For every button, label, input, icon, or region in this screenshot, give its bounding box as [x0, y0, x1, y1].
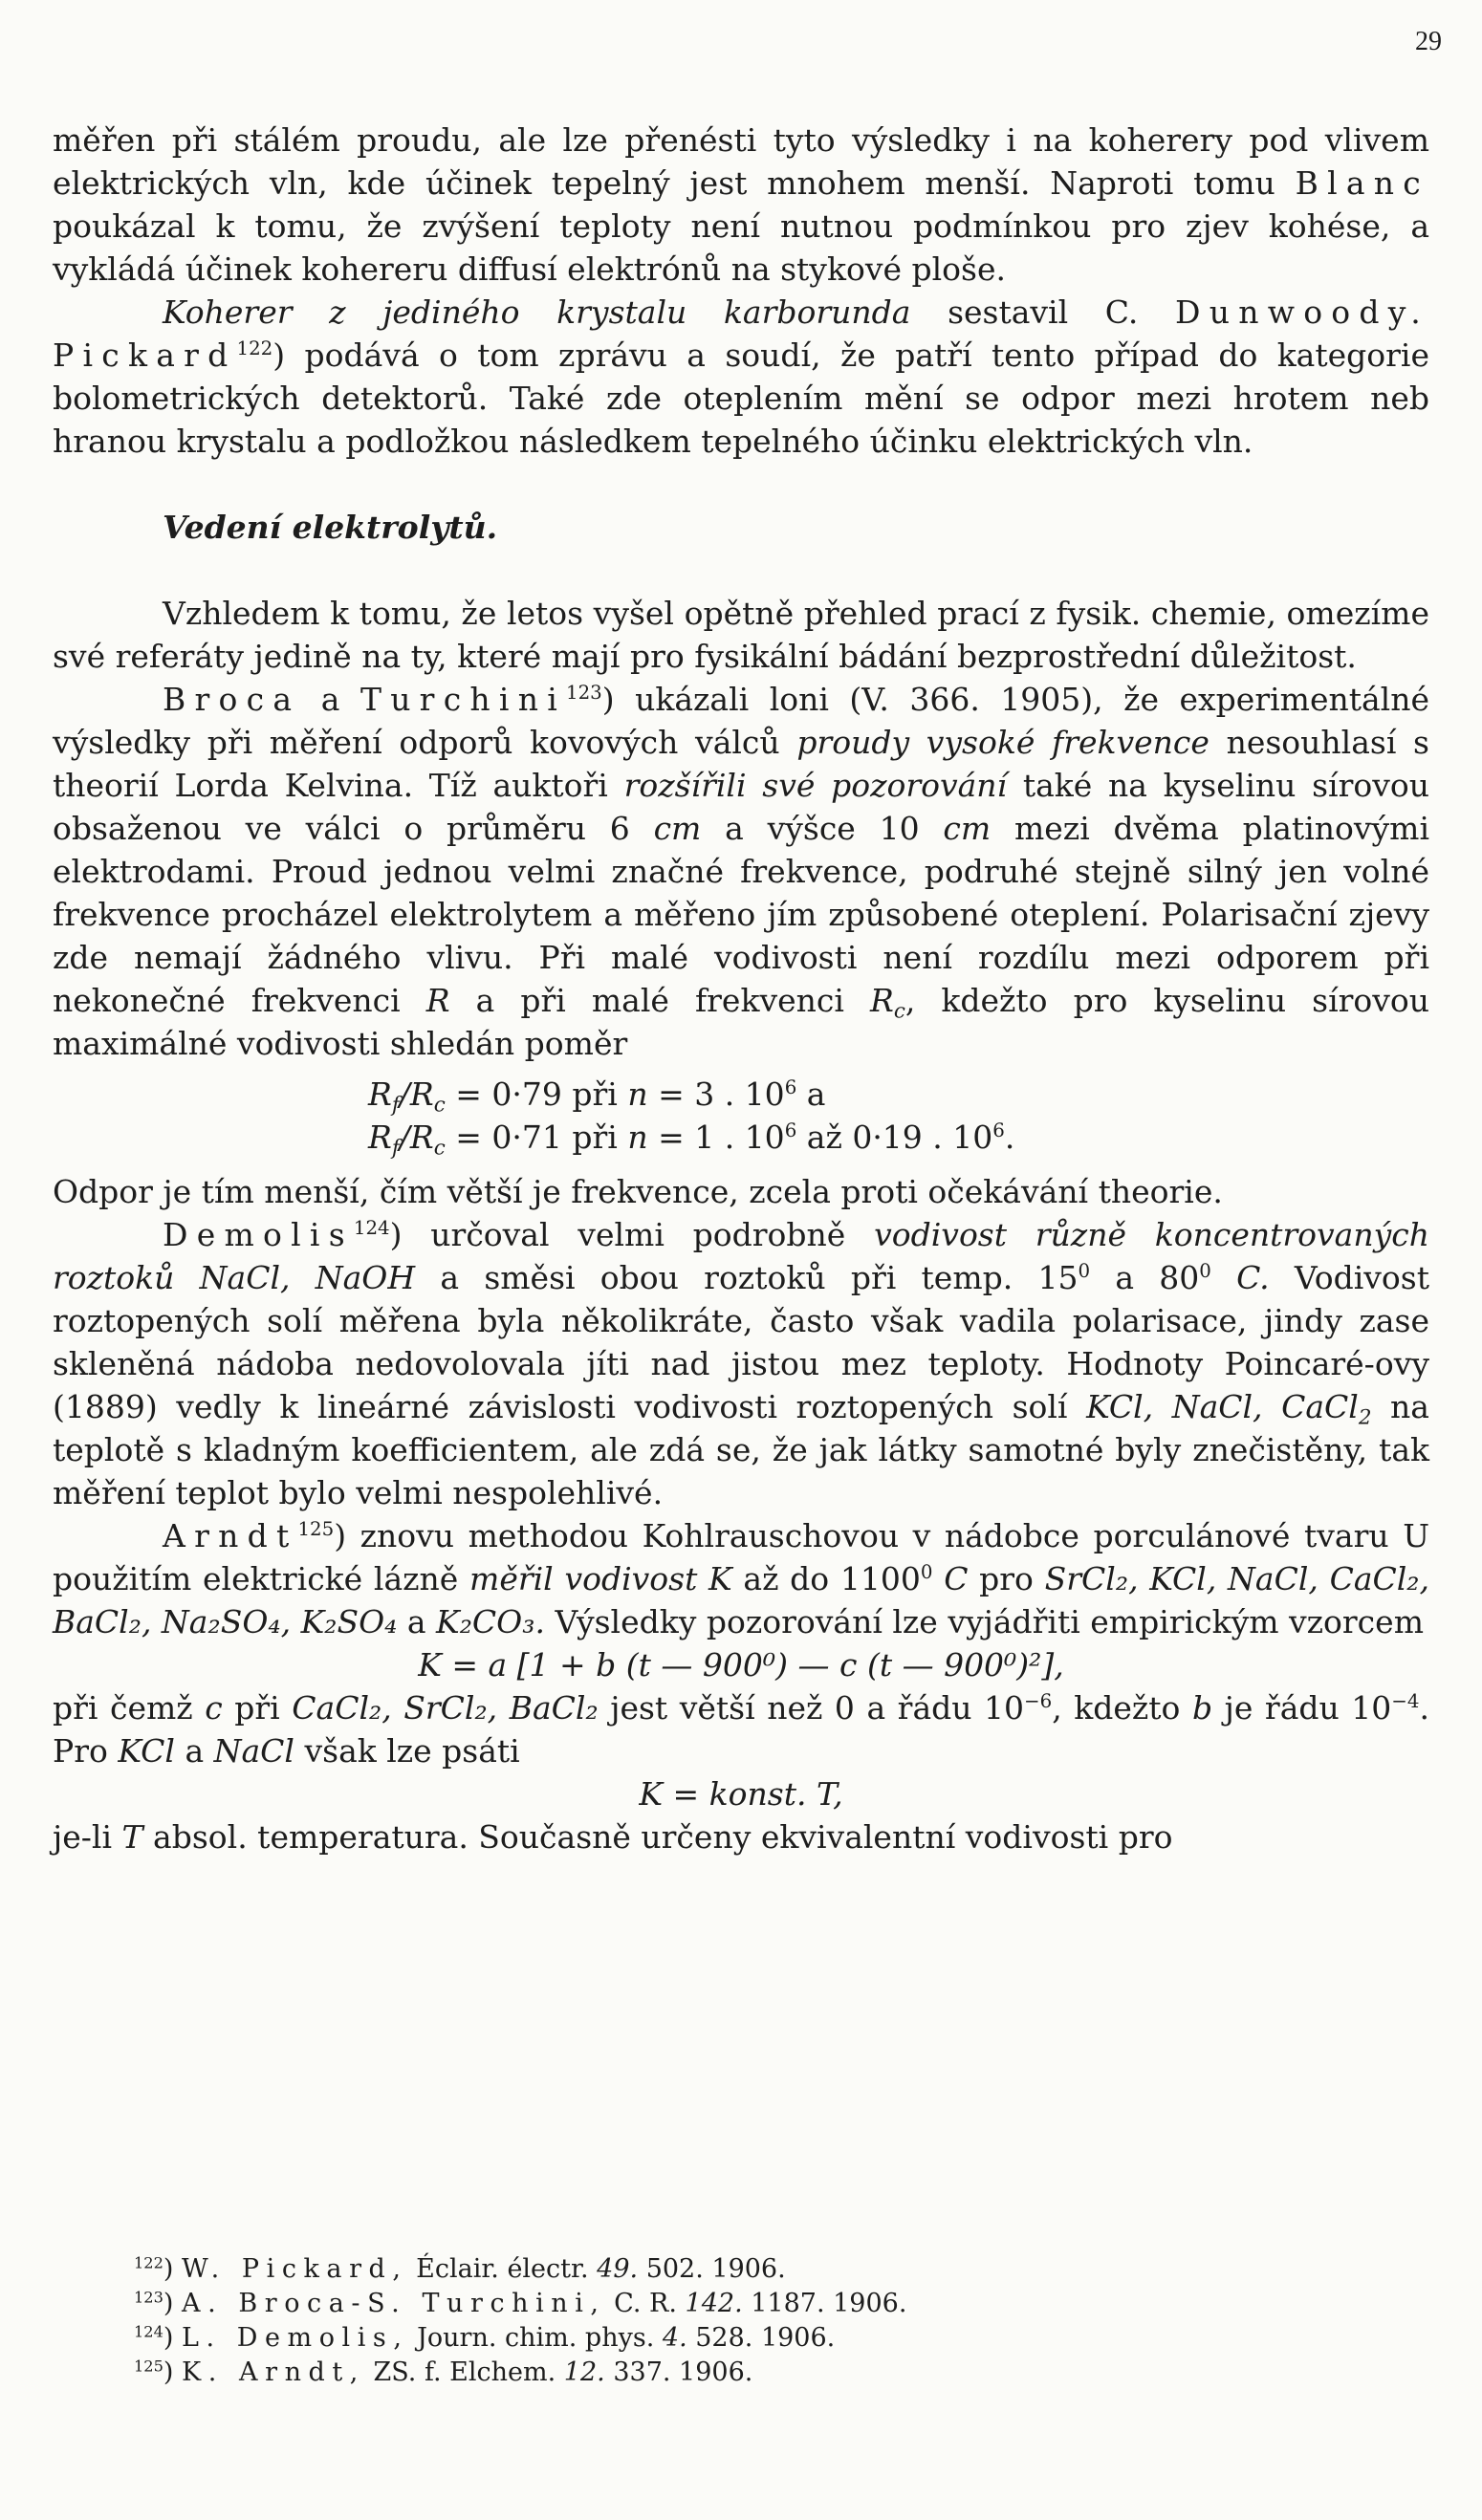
author-name: Arndt [163, 1517, 298, 1554]
paragraph-4: Broca a Turchini$^{123}$) ukázali loni (V. 366. 1905), že experimentálné výsledky při měření odporů kovových válců proudy vysoké frekvence nesouhlasí s theorií Lorda Kelvina. Tíž auktoři rozšířili své pozorování také na kyselinu sírovou obsaženou ve válci o průměru 6 cm a výšce 10 cm mezi dvěma platinovými elektrodami. Proud jednou velmi značné frekvence, podruhé stejně silný jen volné frekvence procházel elektrolytem a měřeno jím způsobené oteplení. Polarisační zjevy zde nemají žádného vlivu. Při malé vodivosti není rozdílu mezi odporem při nekonečné frekvenci R a při malé frekvenci $R_c$, kdežto pro kyselinu sírovou maximálné vodivosti shledán poměr [53, 681, 1430, 1062]
formula-empirical: K = a [1 + b (t — 900⁰) — c (t — 900⁰)²], [418, 1646, 1064, 1684]
formula-konst: K = konst. T, [639, 1775, 843, 1813]
author-name: Pickard [53, 337, 237, 374]
footnote-ref: 124 [353, 1217, 390, 1240]
footnote-124: $^{124}$) L. Demolis, Journ. chim. phys. 4. 528. 1906. [134, 2322, 836, 2353]
footnote-123: $^{123}$) A. Broca-S. Turchini, C. R. 142. 1187. 1906. [134, 2288, 907, 2318]
footnote-ref: 123 [566, 682, 602, 705]
author-name: Blanc [1295, 164, 1429, 202]
paragraph-1: měřen při stálém proudu, ale lze přenésti tyto výsledky i na koherery pod vlivem elektrických vln, kde účinek tepelný jest mnohem menší. Naproti tomu Blanc poukázal k tomu, že zvýšení teploty není nutnou podmínkou pro zjev kohése, a vykládá účinek kohereru diffusí elektrónů na stykové ploše. [53, 121, 1429, 288]
paragraph-5: Odpor je tím menší, čím větší je frekvence, zcela proti očekávání theorie. [53, 1173, 1223, 1210]
formula-line-1: $R_f/R_c = 0\cdot 79$ při n = 3 . $10^6$ a [368, 1075, 826, 1118]
paragraph-6: Demolis$^{124}$) určoval velmi podrobně vodivost různě koncentrovaných roztoků NaCl, NaOH a směsi obou roztoků při temp. $15^0$ a $80^0$ C. Vodivost roztopených solí měřena byla několikráte, často však vadila polarisace, jindy zase skleněná nádoba nedovolovala jíti nad jistou mez teploty. Hodnoty Poincaré-ovy (1889) vedly k lineárné závislosti vodivosti roztopených solí KCl, NaCl, CaCl$_2$ na teplotě s kladným koefficientem, ale zdá se, že jak látky samotné byly znečistěny, tak měření teplot bylo velmi nespolehlivé. [53, 1216, 1429, 1511]
author-name: Dunwoody. [1175, 293, 1430, 331]
footnote-122: $^{122}$) W. Pickard, Éclair. électr. 49. 502. 1906. [134, 2253, 786, 2284]
formula-ratio [53, 1073, 1429, 1159]
paragraph-2: Koherer z jediného krystalu karborunda sestavil C. Dunwoody. Pickard$^{122}$) podává o tom zprávu a soudí, že patří tento případ do kategorie bolometrických detektorů. Také zde oteplením mění se odpor mezi hrotem neb hranou krystalu a podložkou následkem tepelného účinku elektrických vln. [53, 293, 1430, 460]
author-name: Broca [163, 681, 301, 718]
footnote-ref: 125 [297, 1518, 335, 1541]
paragraph-7: Arndt$^{125}$) znovu methodou Kohlrauschovou v nádobce porculánové tvaru U použitím elektrické lázně měřil vodivost K až do 1100$^0$ C pro SrCl₂, KCl, NaCl, CaCl₂, BaCl₂, Na₂SO₄, K₂SO₄ a K₂CO₃. Výsledky pozorování lze vyjádřiti empirickým vzorcem [53, 1517, 1430, 1640]
footnote-125: $^{125}$) K. Arndt, ZS. f. Elchem. 12. 337. 1906. [134, 2357, 753, 2387]
text-body [53, 119, 1429, 1858]
section-heading: Vedení elektrolytů. [163, 509, 498, 546]
paragraph-9: je-li T absol. temperatura. Současně určeny ekvivalentní vodivosti pro [53, 1818, 1173, 1856]
footnotes [134, 2252, 1377, 2390]
paragraph-8: při čemž c při CaCl₂, SrCl₂, BaCl₂ jest větší než 0 a řádu $10^{-6}$, kdežto b je řádu $10^{-4}$. Pro KCl a NaCl však lze psáti [53, 1689, 1429, 1770]
formula-line-2: $R_f/R_c = 0\cdot 71$ při n = 1 . $10^6$ až 0·19 . $10^6$. [368, 1119, 1015, 1161]
paragraph-3: Vzhledem k tomu, že letos vyšel opětně přehled prací z fysik. chemie, omezíme své referáty jedině na ty, které mají pro fysikální bádání bezprostřední důležitost. [53, 595, 1429, 675]
footnote-ref: 122 [236, 337, 273, 360]
author-name: Demolis [163, 1216, 354, 1253]
page-number: 29 [1415, 27, 1442, 56]
author-name: Turchini [360, 681, 566, 718]
